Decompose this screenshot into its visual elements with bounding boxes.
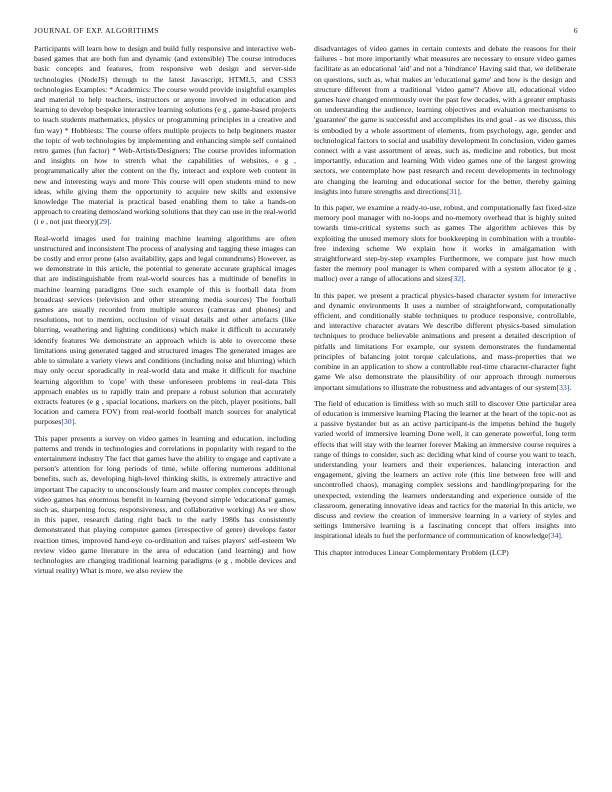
citation-link[interactable]: [34] [548,531,561,541]
page-number: 6 [573,26,578,35]
paragraph: In this paper, we present a practical physics-based character system for interactive and dynamic environments It uses a number of straightforward, computationally efficient, and conditionally stable techniques to produce responsive, controllable, and interactive character avatars We describe different physics-based simulation techniques to produce believable animations and present a detailed description of pitfalls and limitations For example, our system demonstrates the fundamental principles of balancing joint torque calculations, and mass-properties that we combine in an application to show a controllable real-time character-character fight game We also demonstrate the plausibility of our approach through numerous important simulations to illustrate the robustness and advantages of our system[33]. [314,290,576,392]
paragraph: This chapter introduces Linear Complementary Problem (LCP) [314,547,509,557]
paragraph: The field of education is limitless with so much still to discover One particular area of education is immersive learning Placing the learner at the heart of the topic-not as a passive bystander but as an active participant-is the impetus behind the hugely varied world of immersive learning Done well, it can generate powerful, long term effects that will stay with the learner forever Making an immersive course requires a range of things to consider, such as: deciding what kind of course you want to teach, understanding your learners and their experiences, balancing interaction and engagement, giving the learners an active role (this line between free will and uncontrolled chaos), managing complex sessions and handling/preparing for the unexpected, extending the learners understanding and experience outside of the classroom, generating innovative ideas and tactics for the material In this article, we discuss and review the creation of immersive learning in a variety of styles and settings Immersive learning is a fascinating concept that offers insights into inspirational ideals to fuel the performance of communication of knowledge[34]. [314,398,576,541]
right-column [314,44,576,564]
citation-link[interactable]: [30] [61,417,75,427]
citation-link[interactable]: [31] [447,186,460,196]
paragraph: Real-world images used for training machine learning algorithms are often unstructured and inconsistent The process of analysing and tagging these images can be costly and error prone (also availability, gaps and legal conundrums) However, as we demonstrate in this article, the potential to generate accurate graphical images that are indistinguishable from real-world sources has a multitude of benefits in machine learning paradigms One such example of this is football data from broadcast services (television and other streaming media sources) The football games are usually recorded from multiple sources (cameras and phones) and resolutions, not to mention, occlusion of visual details and other artefacts (like blurring, weathering and lighting conditions) which make it difficult to accurately identify features We demonstrate an approach which is able to overcome these limitations using generated tagged and structured images The generated images are able to simulate a variety views and conditions (including noise and blurring) which may only occur sporadically in real-world data and make it difficult for machine learning algorithm to 'cope' with these unforeseen problems in real-data This approach enables us to rapidly train and prepare a robust solution that accurately extracts features (e g , spacial locations, markers on the pitch, player positions, ball location and camera FOV) from real-world football match sources for analytical purposes[30]. [34,233,296,427]
journal-title: JOURNAL OF EXP. ALGORITHMS [34,26,159,35]
paragraph: Participants will learn how to design and build fully responsive and interactive web-based games that are both fun and dynamic (and extensible) The course introduces basic concepts and features, from responsive web design and server-side technologies (NodeJS) through to the latest Javascript, HTML5, and CSS3 technologies Examples: * Academics: The course would provide insightful examples and material to help teachers, instructors or anyone involved in education and learning to develop bespoke interactive learning solutions (e g , game-based projects to teach students mathematics, physics or programming principles in a creative and fun way) * Hobbiests: The course offers multiple projects to help beginners master the topic of web technologies by implementing and enhancing simple self contained retro games (fun factor) * Web-Artists/Designers: The course provides information and insights on how to stretch what the capabilities of websites, e g , programmatically alter the content on the fly, interact and explore web content in new and interesting ways and more This course will open students mind to new ideas, while giving them the opportunity to acquire new skills and extensive knowledge The material is practical based enabling them to take a hands-on approach to creating demos/and working solutions that they can use in the real-world (i e , not just theory)[29]. [34,44,296,227]
paragraph: This paper presents a survey on video games in learning and education, including patterns and trends in technologies and correlations in popularity with regard to the entertainment industry The fact that games have the ability to engage and captivate a person's attention for long periods of time, while offering numerous additional benefits, such as, developing high-level thinking skills, is extremely attractive and important The capacity to unconsciously learn and master complex concepts through video games has enormous benefit in learning (beyond simple 'educational' games, such as, sharpening focus, responsiveness, and collaborative working) As we show in this paper, research dating right back to the early 1980s has consistently demonstrated that playing computer games (irrespective of genre) develops faster reaction times, improved hand-eye co-ordination and raises players' self-esteem We review video game literature in the area of education (and learning) and how technologies are changing traditional learning paradigms (e g , mobile devices and virtual reality) What is more, we also review the [34,433,296,576]
running-head [34,26,578,35]
citation-link[interactable]: [29] [96,217,110,227]
left-column [34,44,296,582]
citation-link[interactable]: [32] [450,274,464,284]
paragraph: In this paper, we examine a ready-to-use, robust, and computationally fast fixed-size memory pool manager with no-loops and no-memory overhead that is highly suited towards time-critical systems such as games The algorithm achieves this by exploiting the unused memory slots for bookkeeping in combination with a trouble-free indexing scheme We explain how it works in amalgamation with straightforward step-by-step examples Furthermore, we compare just how much faster the memory pool manager is when compared with a system allocator (e g , malloc) over a range of allocations and sizes[32]. [314,203,576,284]
citation-link[interactable]: [33] [556,382,570,392]
paragraph: disadvantages of video games in certain contexts and debate the reasons for their failures - but more importantly what measures are necessary to ensure video games facilitate as an educational 'aid' and not a 'hindrance' Having said that, we deliberate on questions, such as, what makes an 'educational game' and how is the design and structure different from a traditional 'video game'? Above all, educational video games have changed enormously over the past few decades, with a greater emphasis on understanding the audience, learning objectives and evaluation mechanisms to 'guarantee' the game is successful and accomplishes its end goal - as we discuss, this is embodied by a whole assortment of elements, from psychology, age, gender and technological factors to social and usability development In conclusion, video games connect with a vast assortment of areas, such as, medicine and robotics, but most importantly, education and learning With video games one of the largest growing sectors, we contemplate how past research and recent developments in technology are changing the learning and educational sector for the better, thereby gaining insights into future strengths and directions[31]. [314,44,576,196]
